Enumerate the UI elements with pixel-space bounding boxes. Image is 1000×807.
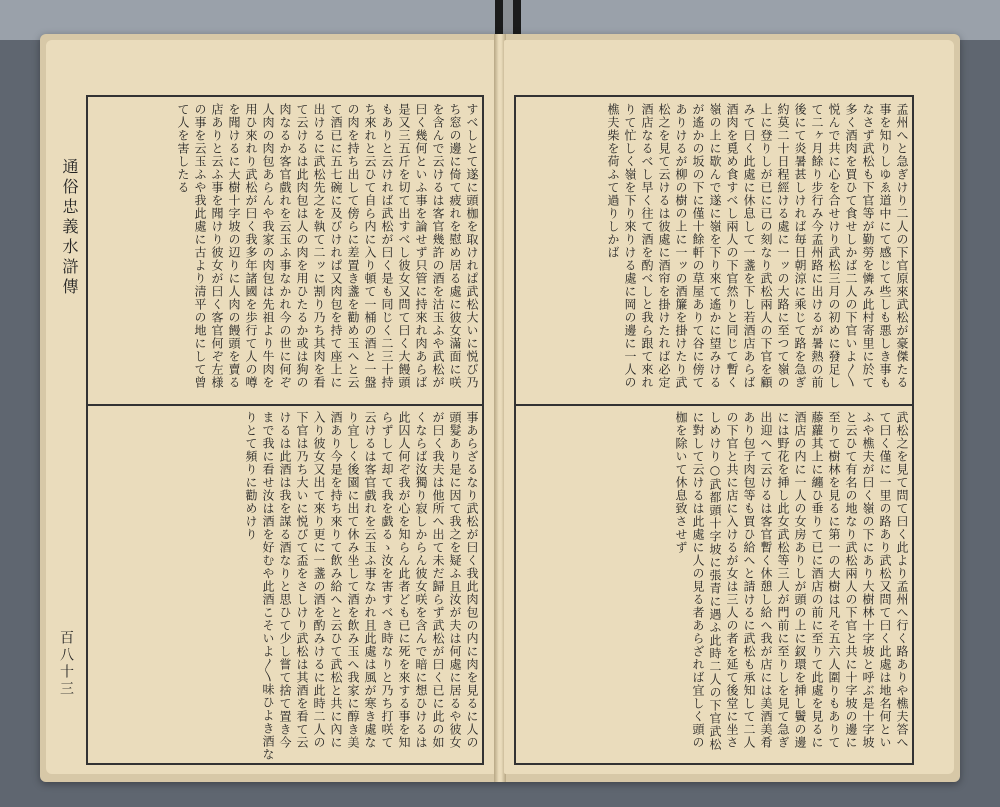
right-bottom-paragraph: 武松之を見て問て曰く此より孟州へ行く路ありや樵夫答へて曰く僅に一里の路あり武松又問て曰く此處は地名何といふや樵夫が曰く嶺の下にあり大樹林十字坡と呼ぶ是十字坡と云ひて有名の地なり武松兩人の下官と共に十字坡の邊に至りて樹林を見るに第一の大樹は凡そ五六人圍りもありて藤蘿其上に纏ひ垂りて已に酒店の前に至りて此處を見るに酒店の内に一人の女房ありしが頭の上に釵環を挿し鬢の邊には野花を挿し此女武松等三人が門前に至りしを見て急ぎ出迎へて云けるは客官暫く休憩し給へ我が店には美酒美肴あり包子肉包等も買ひ給へと請けるに武松も承知して二人の下官と共に店に入けるが女は三人の者を延て後堂に坐さしめけり○武都頭十字坡に張青に遇ふ此時二人の下官武松に對して云けるは此處に人の見る者あらざれば宜しく頭の枷を除いて休息致させず [674, 411, 909, 751]
right-divider [516, 404, 912, 406]
right-page [504, 40, 954, 774]
page-number: 百八十三 [58, 630, 74, 698]
right-top-text [522, 103, 910, 399]
right-text-frame [514, 95, 914, 765]
left-text-frame [86, 95, 484, 765]
left-top-paragraph: すべしとて遂に頭枷を取けれぱ武松大いに悦び乃ち窓の邊に倚て疲れを慰め居る處に彼女滿面に咲を含んで云けるは客官幾許の酒を沽玉ふや武松が曰く幾何といふ事を論せず只管に持來れ肉あらば是又三五斤を切て出すべし彼女又問て曰く大饅頭もありと云ければ武松が曰く是も同じく二三十持ち來れと云ひて自ら内に入り頓て一桶の酒と一盤の肉を持ち出して傍らに差置き盞を勸め玉へと云て酒已に五七碗に及びけれぱ又肉包を持て座上に出けるに武松先之を執て二ッに割り乃ち其肉を看て云けるは此肉包は人の肉を用ひたるか或は狗の肉なるか客官戲れを云玉ふ事なかれ今の世に何ぞ人肉の肉包あらんや我家の肉包は先祖より牛肉を用ひ來れり武松が曰く我多年諸國を歩行て人の噂を聞けるに大樹十字坡の辺りに人肉の饅頭を賣る店ありと云ふ事を聞けり彼女が曰く客官何ぞ左様の事を云玉ふや我此處に古より清平の地にして曾て人を害したる [176, 103, 479, 389]
left-top-text [94, 103, 480, 399]
left-divider [88, 404, 482, 406]
running-head: 通俗忠義水滸傳 [60, 158, 79, 298]
open-book [40, 34, 960, 782]
left-bottom-paragraph: 事あらざるなり武松が曰く我此肉包の内に肉を見るに人の頭髮あり是に因て我之を疑ふ且汝が夫は何處に居るや彼女が曰く我夫は他所へ出て未だ歸らず武松が曰く已に此の如くならば汝獨り寂しからん彼女咲を含んで暗に想ひけるは此囚人何ぞ我が心を知らん此者ども已に死を來する事を知らずして却て我を戯るゝ汝を害すべき時なりと乃ち打咲て云けるは客官戲れを云玉ふ事なかれ且此處は風が寒き處なり宜しく後園に出て休み坐して酒を飲み玉へ我家に醇き美酒あり今是を持ち來りて飲み給へと云ひて武松と共に內に入り彼女又出て來り更に一盞の酒を酌みけるに此時二人の下官は乃ち大いに悦びて盃をさしけり武松は其酒を看て云けるは此酒は我を謀る酒なりと思ひて少し嘗て捨て置き今まで我に看せ汝は酒を好むや此酒こそいよ〳〵味ひよき酒なりとて頻りに勸めけり [244, 411, 479, 761]
left-page [46, 40, 496, 774]
right-bottom-text [522, 411, 910, 761]
right-top-paragraph: 孟州へと急ぎけり二人の下官原來武松が豪傑たる事を知りしゆゑ道中にて感じて些しも悪しき事もなさず武松も下官等が勤勞を憐み此村寄里に於て多く酒肉を買ひて食せしかば二人の下官いよ〳〵悦んで共に心を合せけり武松三月の初めに發足して二ヶ月餘り步行み今孟州路に出けるが暑熱の前後にて炎暑甚しければ毎日朝涼に乘じて路を急ぎ約莫二十日程經ける處に一ッの大路に至つて嶺の上に登りしが已に已の刻なり武松兩人の下官を顧みて曰く此處に休息して一盞を下し若酒店あらば酒肉を覓め食すべし兩人の下官然りと同じて暫く嶺の上に歇んで遂に嶺を下り來て遙かに望みけるが遙かの坂の下に僅十餘軒の草屋ありて谷に傍てありけるが柳の樹の上に一ッの酒簾を掛けたり武松之を見て云けるは彼處に酒帘を掛けたれば必定酒店なるべし早く往て酒を酌べしと我ら跟て來れりて忙しく嶺を下り來りける處に岡の邊に一人の樵夫柴を荷ふて過りしかば [606, 103, 909, 389]
left-bottom-text [94, 411, 480, 761]
